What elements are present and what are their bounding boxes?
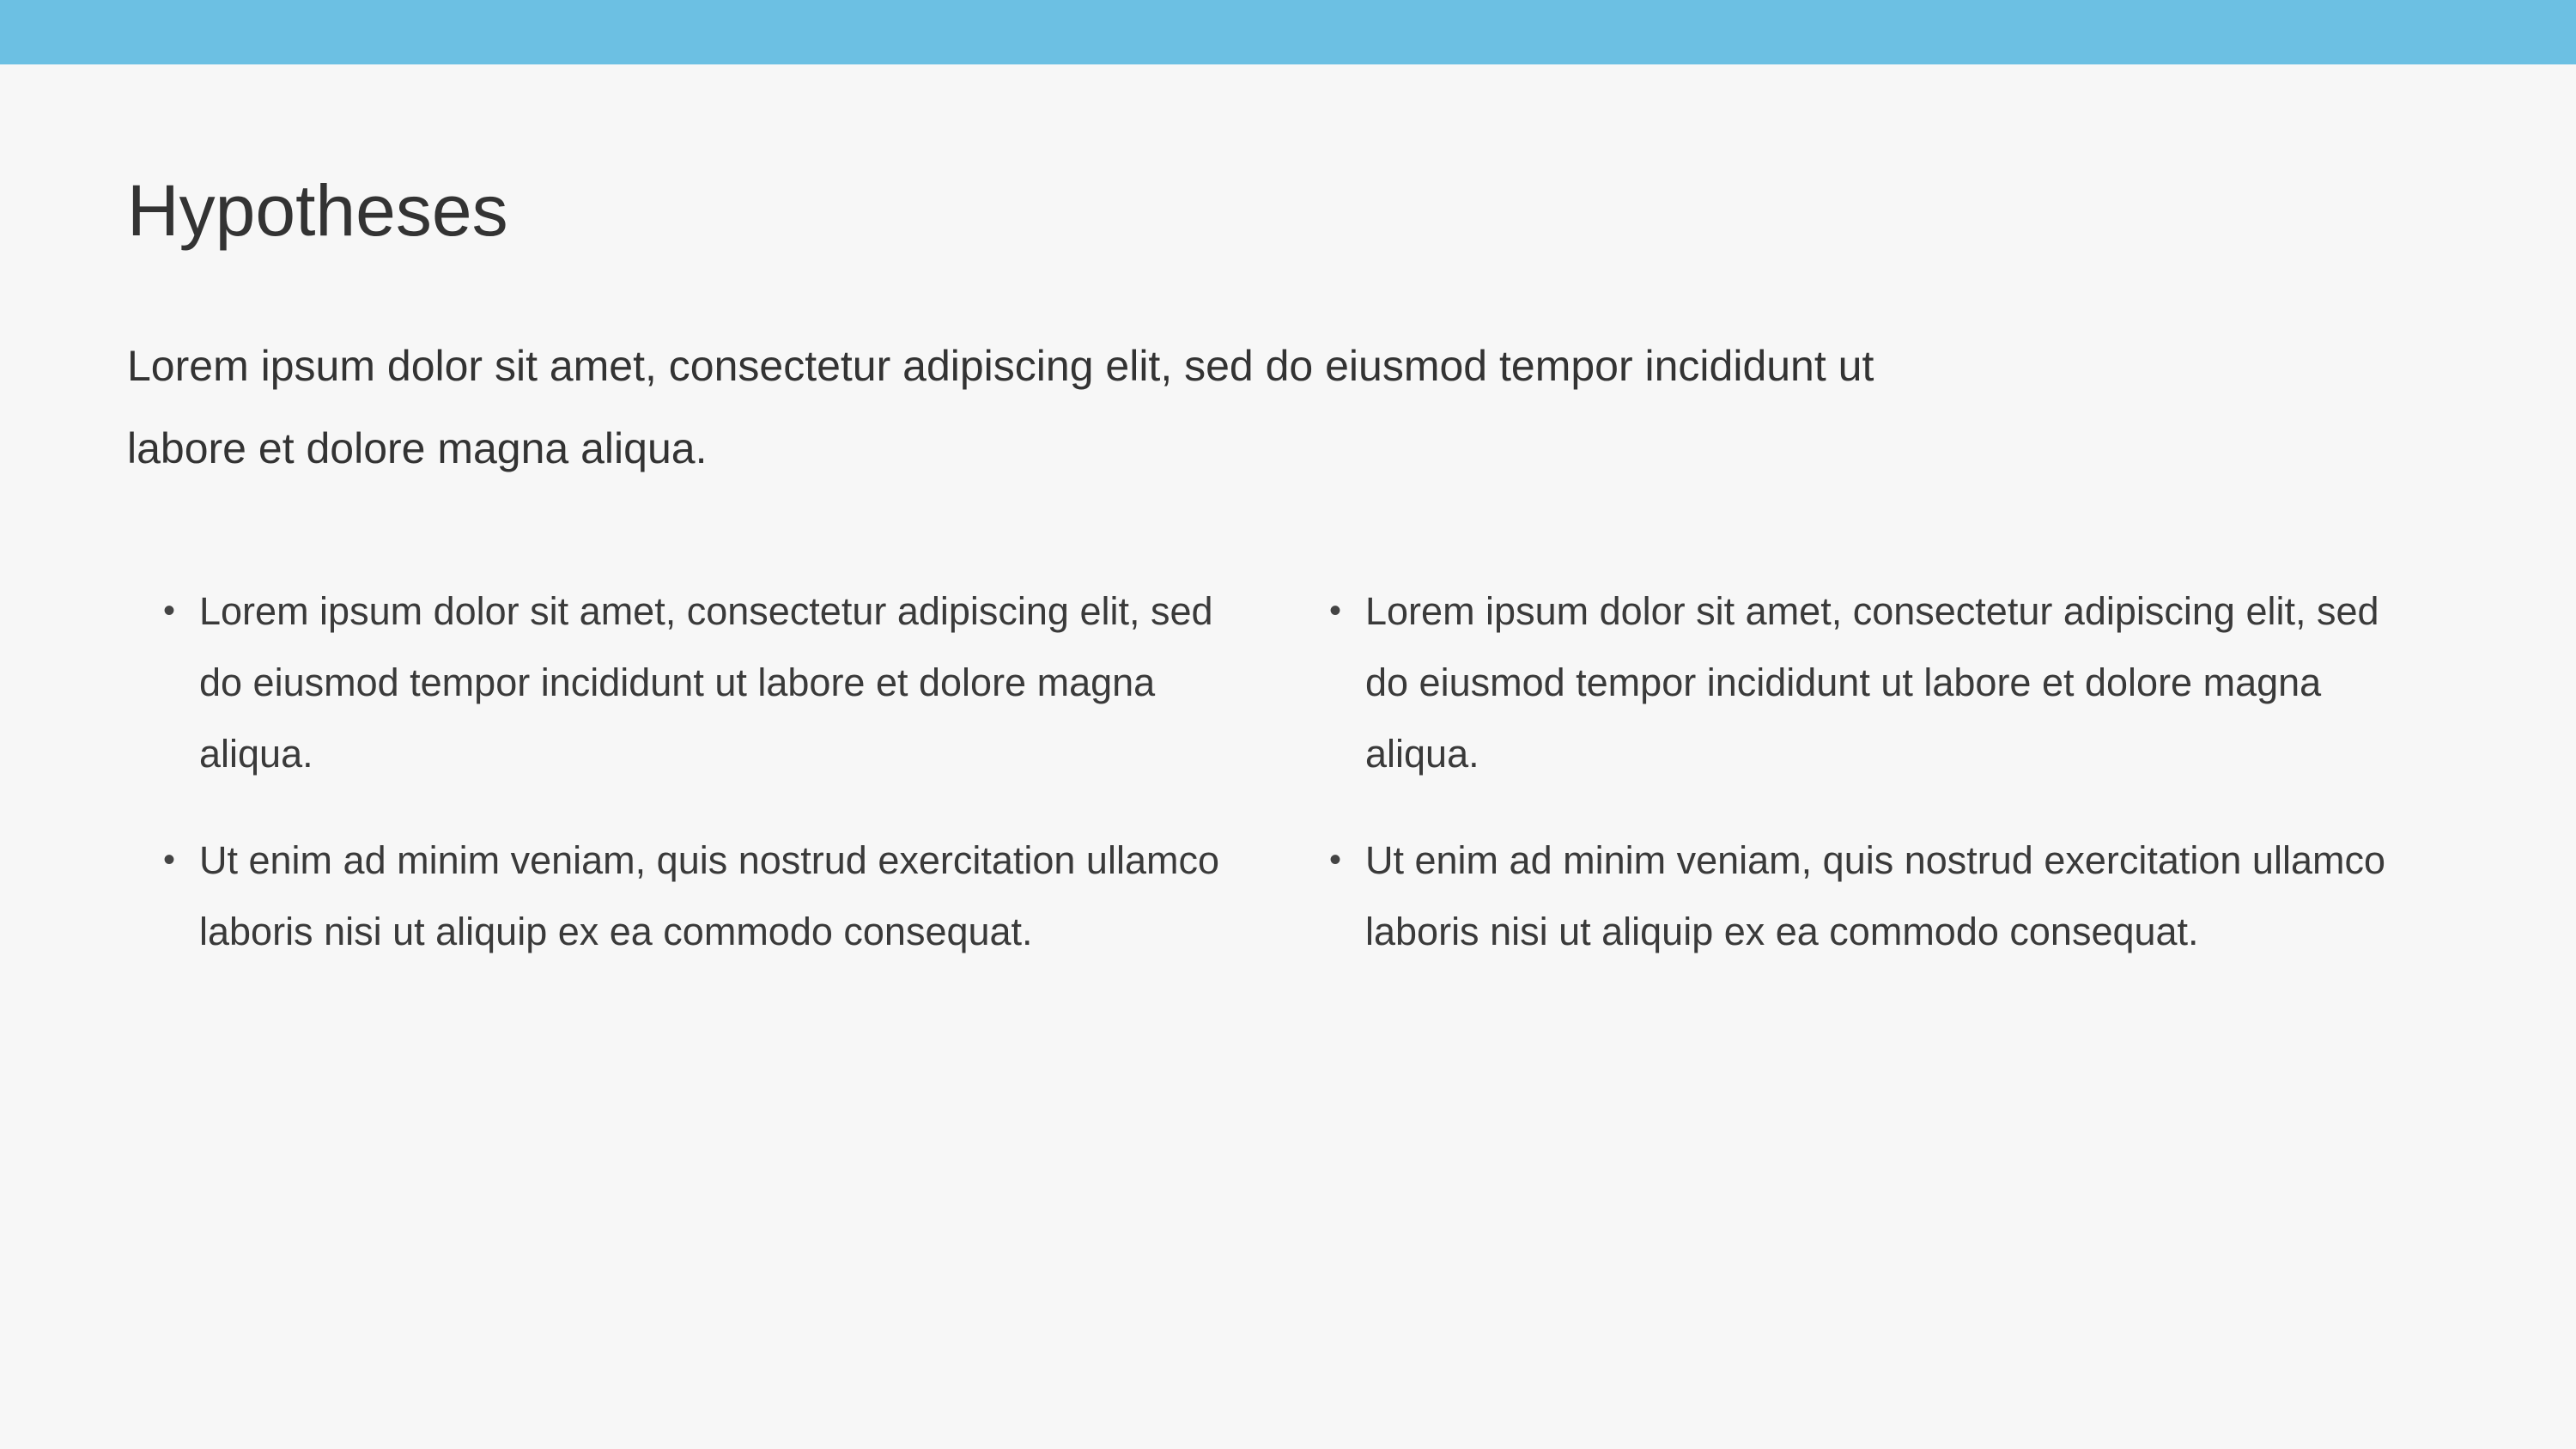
bullet-text: Ut enim ad minim veniam, quis nostrud exercitation ullamco laboris nisi ut aliquip ex ea commodo consequat.	[199, 838, 1219, 953]
bullet-dot-icon: •	[163, 592, 176, 630]
bullet-item	[1329, 575, 2411, 789]
intro-paragraph: Lorem ipsum dolor sit amet, consectetur adipiscing elit, sed do eiusmod tempor incididunt ut labore et dolore magna aliqua.	[127, 342, 1874, 472]
bullet-item	[163, 825, 1245, 967]
bullet-dot-icon: •	[1329, 592, 1342, 630]
left-bullet-list	[163, 575, 1245, 1002]
bullet-text: Ut enim ad minim veniam, quis nostrud exercitation ullamco laboris nisi ut aliquip ex ea commodo consequat.	[1365, 838, 2385, 953]
bullet-text: Lorem ipsum dolor sit amet, consectetur adipiscing elit, sed do eiusmod tempor incididunt ut labore et dolore magna aliqua.	[1365, 589, 2379, 776]
right-bullet-list	[1329, 575, 2411, 1002]
bullet-dot-icon: •	[163, 841, 176, 879]
bullet-text: Lorem ipsum dolor sit amet, consectetur adipiscing elit, sed do eiusmod tempor incididunt ut labore et dolore magna aliqua.	[199, 589, 1213, 776]
bullet-item	[1329, 825, 2411, 967]
slide-title: Hypotheses	[127, 170, 508, 251]
bullet-item	[163, 575, 1245, 789]
top-accent-bar	[0, 0, 2576, 64]
bullet-dot-icon: •	[1329, 841, 1342, 879]
